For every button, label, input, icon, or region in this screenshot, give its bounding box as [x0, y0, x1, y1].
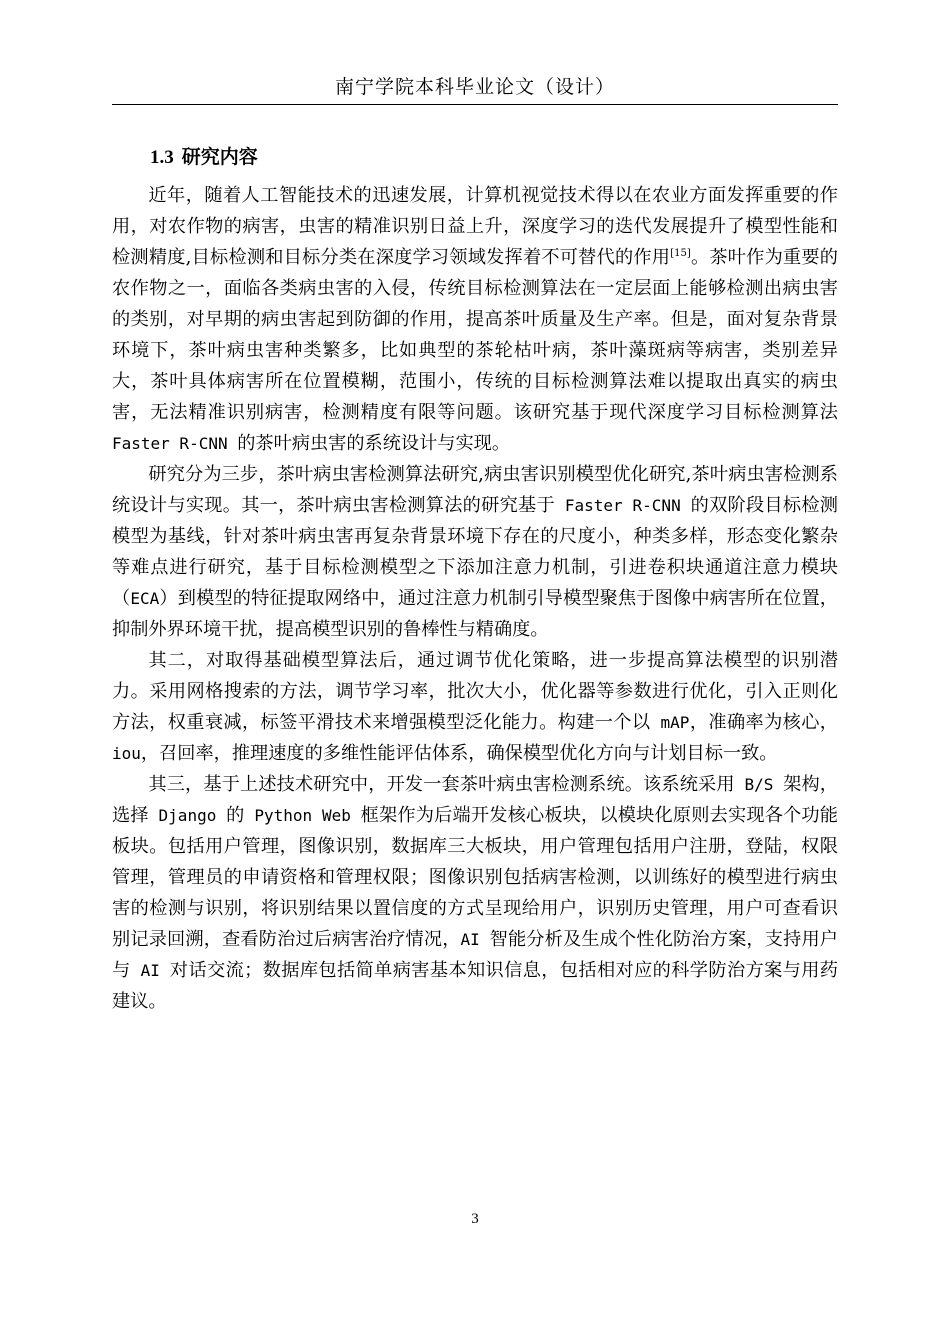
latin-term: Python Web — [244, 806, 361, 825]
latin-term: B/S — [734, 775, 784, 794]
citation-marker: [15] — [670, 247, 691, 259]
latin-term: AI — [460, 930, 490, 949]
text-run: 的 — [226, 805, 245, 826]
text-run: ，召回率，推理速度的多维性能评估体系，确保模型优化方向与计划目标一致。 — [140, 743, 778, 764]
text-run: 的茶叶病虫害的系统设计与实现。 — [237, 433, 511, 454]
page-number: 3 — [471, 1211, 479, 1227]
header-divider — [112, 104, 838, 105]
body-text — [112, 180, 838, 1017]
latin-term: Faster R-CNN — [112, 434, 238, 453]
text-run: ，准确率为核心， — [689, 712, 838, 733]
paragraph-2 — [112, 459, 838, 645]
text-run: 架构，选择 — [112, 774, 838, 826]
paragraph-3 — [112, 645, 838, 769]
text-run: 其三，基于上述技术研究中，开发一套茶叶病虫害检测系统。该系统采用 — [148, 774, 735, 795]
section-title: 研究内容 — [181, 146, 258, 168]
running-header: 南宁学院本科毕业论文（设计） — [334, 76, 615, 98]
text-run: 的双阶段目标检测模型为基线，针对茶叶病虫害再复杂背景环境下存在的尺度小，种类多样，形态变化繁杂等难点进行研究，基于目标检测模型之下添加注意力机制，引进卷积块通道注意力模块（ — [112, 495, 838, 609]
text-run: 其二，对取得基础模型算法后，通过调节优化策略，进一步提高算法模型的识别潜力。采用网格搜索的方法，调节学习率，批次大小，优化器等参数进行优化，引入正则化方法，权重衰减，标签平滑技术来增强模型泛化能力。构建一个以 — [112, 650, 838, 733]
latin-term: Faster R-CNN — [554, 496, 691, 515]
latin-term: iou — [112, 744, 141, 763]
section-number: 1.3 — [150, 147, 174, 168]
text-run: 对话交流；数据库包括简单病害基本知识信息，包括相对应的科学防治方案与用药建议。 — [112, 960, 838, 1012]
text-run: ）到模型的特征提取网络中，通过注意力机制引导模型聚焦于图像中病害所在位置，抑制外界环境干扰，提高模型识别的鲁棒性与精确度。 — [112, 588, 838, 640]
paragraph-4 — [112, 769, 838, 1017]
latin-term: mAP — [650, 713, 690, 732]
section-heading — [150, 142, 258, 173]
latin-term: AI — [130, 961, 170, 980]
paragraph-1 — [112, 180, 838, 459]
text-run: 。茶叶作为重要的农作物之一，面临各类病虫害的入侵，传统目标检测算法在一定层面上能够检测出病虫害的类别，对早期的病虫害起到防御的作用，提高茶叶质量及生产率。但是，面对复杂背景环境下，茶叶病虫害种类繁多，比如典型的茶轮枯叶病，茶叶藻斑病等病害，类别差异大，茶叶具体病害所在位置模糊，范围小，传统的目标检测算法难以提取出真实的病虫害，无法精准识别病害，检测精度有限等问题。该研究基于现代深度学习目标检测算法 — [112, 247, 838, 423]
text-run: 框架作为后端开发核心板块，以模块化原则去实现各个功能板块。包括用户管理，图像识别，数据库三大板块，用户管理包括用户注册，登陆，权限管理，管理员的申请资格和管理权限；图像识别包括病害检测，以训练好的模型进行病虫害的检测与识别，将识别结果以置信度的方式呈现给用户，识别历史管理，用户可查看识别记录回溯，查看防治过后病害治疗情况， — [112, 805, 838, 950]
latin-term: ECA — [130, 589, 160, 608]
latin-term: Django — [148, 806, 227, 825]
text-run: 研究分为三步，茶叶病虫害检测算法研究,病虫害识别模型优化研究,茶叶病虫害检测系统设计与实现。其一，茶叶病虫害检测算法的研究基于 — [112, 464, 838, 516]
text-run: 智能分析及生成个性化防治方案，支持用户与 — [112, 929, 838, 981]
text-run: 近年，随着人工智能技术的迅速发展，计算机视觉技术得以在农业方面发挥重要的作用，对农作物的病害，虫害的精准识别日益上升，深度学习的迭代发展提升了模型性能和检测精度,目标检测和目标分类在深度学习领域发挥着不可替代的作用 — [112, 185, 838, 268]
